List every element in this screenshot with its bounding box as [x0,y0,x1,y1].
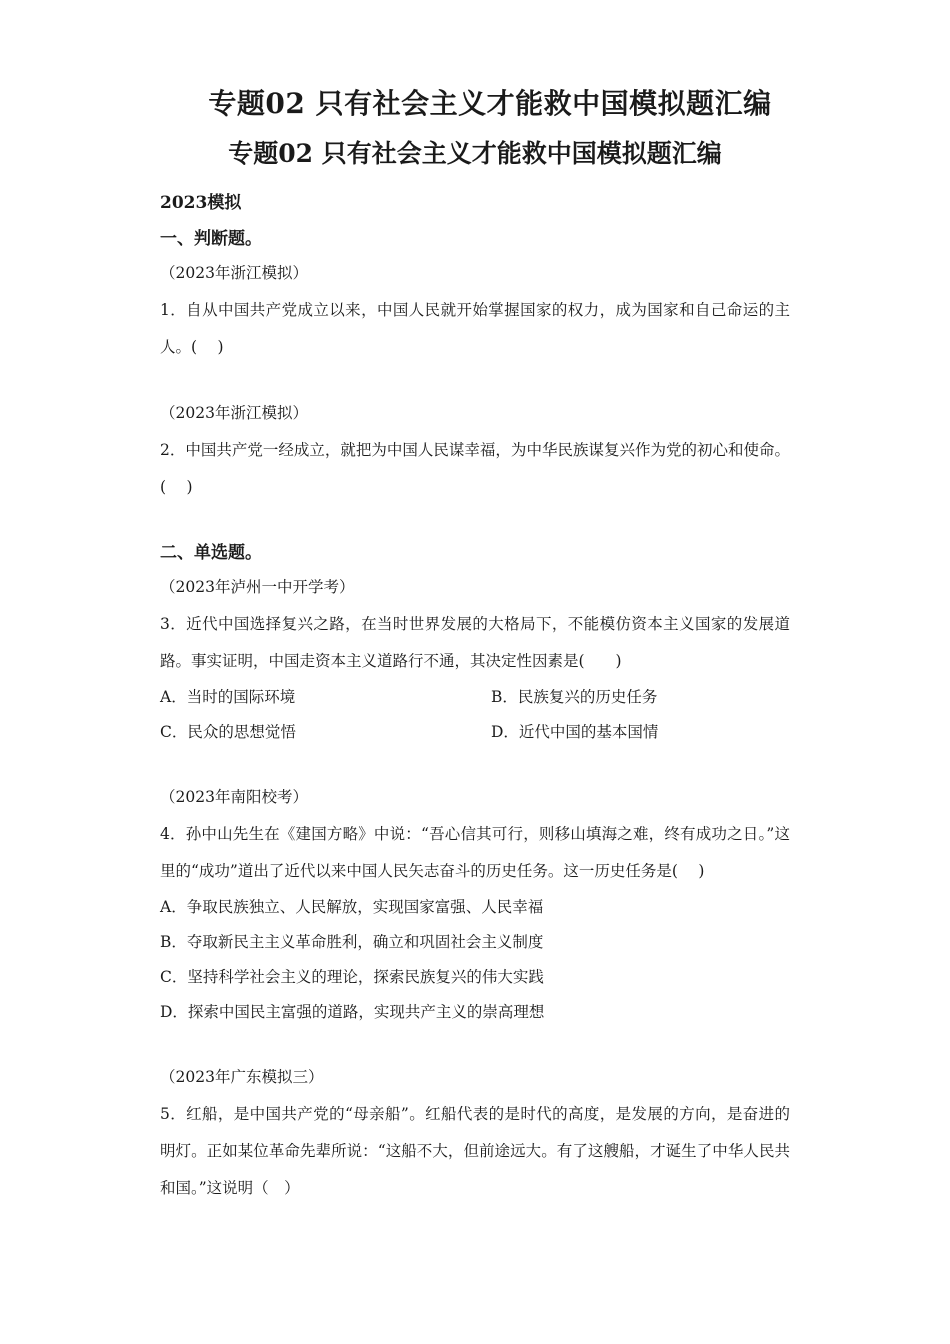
section-single-heading: 二、单选题。 [160,543,262,563]
main-title: 专题02 只有社会主义才能救中国模拟题汇编 [208,87,772,120]
option-d: D．探索中国民主富强的道路，实现共产主义的崇高理想 [160,1003,545,1021]
question-text: 1．自从中国共产党成立以来，中国人民就开始掌握国家的权力，成为国家和自己命运的主人。( ) [160,301,790,356]
question-4 [160,782,790,1030]
option-d: D．近代中国的基本国情 [491,723,659,741]
question-5 [160,1062,790,1207]
question-2 [160,398,790,506]
question-3 [160,572,790,750]
option-c: C．坚持科学社会主义的理论，探索民族复兴的伟大实践 [160,968,544,986]
year-heading: 2023模拟 [160,193,242,213]
option-a: A．争取民族独立、人民解放，实现国家富强、人民幸福 [160,898,544,916]
option-b: B．夺取新民主主义革命胜利，确立和巩固社会主义制度 [160,933,544,951]
question-text: 2．中国共产党一经成立，就把为中国人民谋幸福，为中华民族谋复兴作为党的初心和使命。( ) [160,441,790,496]
options-list [160,890,790,1030]
options-grid [160,680,790,750]
question-source: （2023年浙江模拟） [160,404,308,422]
question-text: 4．孙中山先生在《建国方略》中说：“吾心信其可行，则移山填海之难，终有成功之日。”这里的“成功”道出了近代以来中国人民矢志奋斗的历史任务。这一历史任务是( ) [160,825,790,880]
option-b: B．民族复兴的历史任务 [491,688,658,706]
question-source: （2023年广东模拟三） [160,1068,324,1086]
question-text: 3．近代中国选择复兴之路，在当时世界发展的大格局下，不能模仿资本主义国家的发展道路。事实证明，中国走资本主义道路行不通，其决定性因素是( ) [160,615,790,670]
question-source: （2023年浙江模拟） [160,264,308,282]
question-1 [160,258,790,366]
question-source: （2023年南阳校考） [160,788,308,806]
question-text: 5．红船，是中国共产党的“母亲船”。红船代表的是时代的高度，是发展的方向，是奋进的明灯。正如某位革命先辈所说：“这船不大，但前途远大。有了这艘船，才诞生了中华人民共和国。”这说明（ ） [160,1105,790,1197]
question-source: （2023年泸州一中开学考） [160,578,355,596]
option-c: C．民众的思想觉悟 [160,723,296,741]
question-content [160,188,790,1207]
section-judge-heading: 一、判断题。 [160,229,262,249]
option-a: A．当时的国际环境 [160,688,296,706]
sub-title: 专题02 只有社会主义才能救中国模拟题汇编 [228,139,722,168]
